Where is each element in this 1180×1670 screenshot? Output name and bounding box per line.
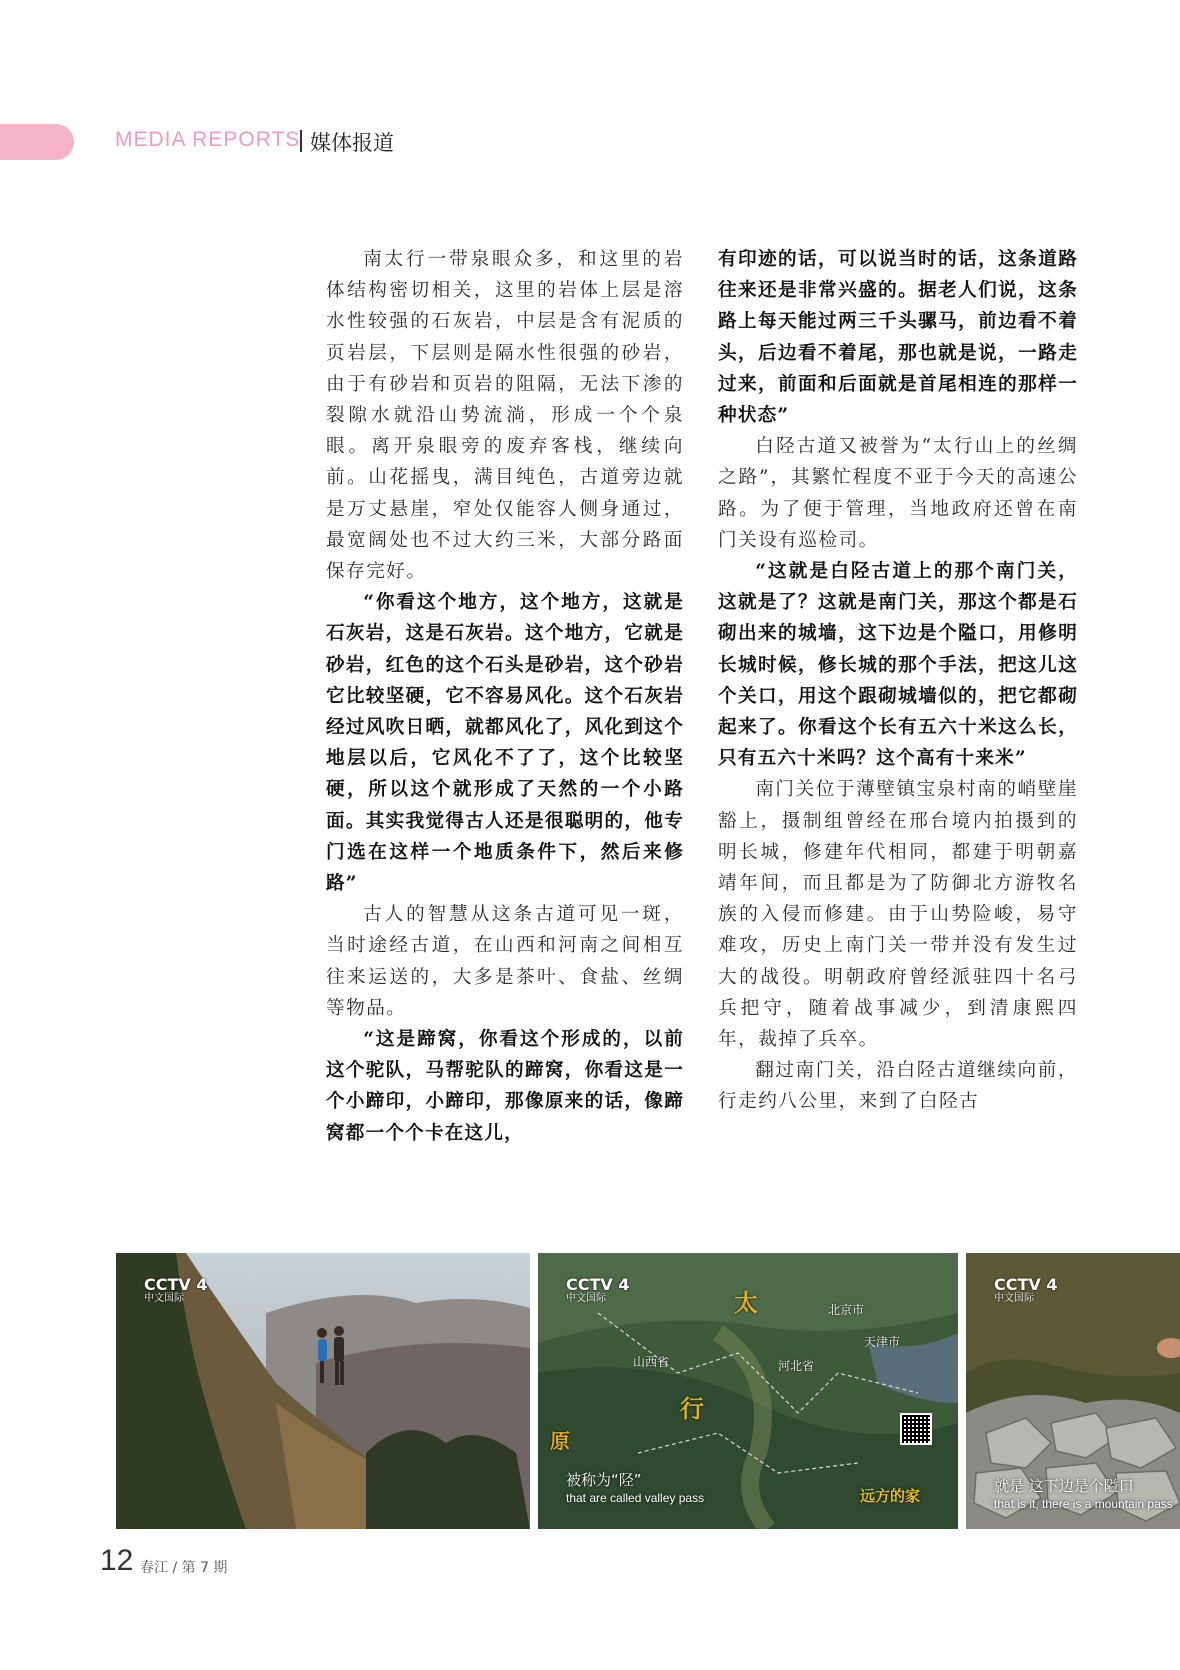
header-divider [300,130,302,152]
photo3-subtitle-en: that is it, there is a mountain pass [994,1497,1173,1511]
cctv4-logo: CCTV 4 中文国际 [994,1275,1058,1304]
quote-paragraph: 有印迹的话，可以说当时的话，这条道路往来还是非常兴盛的。据老人们说，这条路上每天能过两三千头骡马，前边看不着头，后边看不着尾，那也就是说，一路走过来，前面和后面就是首尾相连的那样一种状态” [718,249,1078,427]
paragraph: 白陉古道又被誉为“太行山上的丝绸之路”，其繁忙程度不亚于今天的高速公路。为了便于管理，当地政府还曾在南门关设有巡检司。 [718,436,1078,551]
paragraph: 古人的智慧从这条古道可见一斑，当时途经古道，在山西和河南之间相互往来运送的，大多是茶叶、食盐、丝绸等物品。 [326,904,684,1019]
section-title-en: MEDIA REPORTS [115,128,301,151]
program-logo: 远方的家 [860,1487,921,1505]
quote-paragraph: “你看这个地方，这个地方，这就是石灰岩，这是石灰岩。这个地方，它就是砂岩，红色的这个石头是砂岩，这个砂岩它比较坚硬，它不容易风化。这个石灰岩经过风吹日晒，就都风化了，风化到这个地层以后，它风化不了了，这个比较坚硬，所以这个就形成了天然的一个小路面。其实我觉得古人还是很聪明的，他专门选在这样一个地质条件下，然后来修路” [326,592,684,895]
photo-satellite-map [538,1253,958,1529]
map-subtitle-en: that are called valley pass [566,1491,705,1505]
magazine-name: 春江 [140,1560,168,1576]
map-subtitle-cn: 被称为“陉” [566,1471,642,1489]
map-label-hebei: 河北省 [778,1359,815,1373]
map-char-yuan: 原 [550,1429,570,1453]
map-char-tai: 太 [734,1289,758,1317]
header-pink-tab [0,124,74,160]
photo-rock-pass [966,1253,1180,1529]
paragraph: 南太行一带泉眼众多，和这里的岩体结构密切相关，这里的岩体上层是溶水性较强的石灰岩，中层是含有泥质的页岩层，下层则是隔水性很强的砂岩，由于有砂岩和页岩的阻隔，无法下渗的裂隙水就沿山势流淌，形成一个个泉眼。离开泉眼旁的废弃客栈，继续向前。山花摇曳，满目纯色，古道旁边就是万丈悬崖，窄处仅能容人侧身通过，最宽阔处也不过大约三米，大部分路面保存完好。 [326,249,684,583]
quote-paragraph: “这是蹄窝，你看这个形成的，以前这个驼队，马帮驼队的蹄窝，你看这是一个小蹄印，小蹄印，那像原来的话，像蹄窝都一个个卡在这儿， [326,1029,684,1144]
section-title-cn: 媒体报道 [310,131,394,155]
article-column-left [326,244,684,1149]
map-char-xing: 行 [680,1395,704,1423]
map-label-shanxi: 山西省 [633,1355,670,1369]
page-number: 12 [100,1544,134,1577]
map-label-tianjin: 天津市 [864,1335,901,1349]
quote-paragraph: “这就是白陉古道上的那个南门关，这就是了？这就是南门关，那这个都是石砌出来的城墙，这下边是个隘口，用修明长城时候，修长城的那个手法，把这儿这个关口，用这个跟砌城墙似的，把它都砌起来了。你看这个长有五六十米这么长，只有五六十米吗？这个高有十来米” [718,561,1078,770]
cctv4-logo: CCTV 4 中文国际 [566,1275,630,1304]
paragraph: 南门关位于薄壁镇宝泉村南的峭壁崖豁上，摄制组曾经在邢台境内拍摄到的明长城，修建年代相同，都建于明朝嘉靖年间，而且都是为了防御北方游牧名族的入侵而修建。由于山势险峻，易守难攻，历史上南门关一带并没有发生过大的战役。明朝政府曾经派驻四十名弓兵把守，随着战事减少，到清康熙四年，裁掉了兵卒。 [718,779,1078,1051]
photo-cliff-path [116,1253,530,1529]
qr-code [900,1413,932,1445]
paragraph: 翻过南门关，沿白陉古道继续向前，行走约八公里，来到了白陉古 [718,1060,1078,1113]
article-column-right [718,244,1078,1118]
magazine-issue: 春江 / 第 7 期 [140,1560,228,1576]
cctv4-logo: CCTV 4 中文国际 [144,1275,208,1304]
map-label-beijing: 北京市 [828,1303,865,1317]
photo3-subtitle-cn: 就是 这下边是个隘口 [994,1477,1134,1495]
issue-number: 第 7 期 [181,1560,228,1576]
